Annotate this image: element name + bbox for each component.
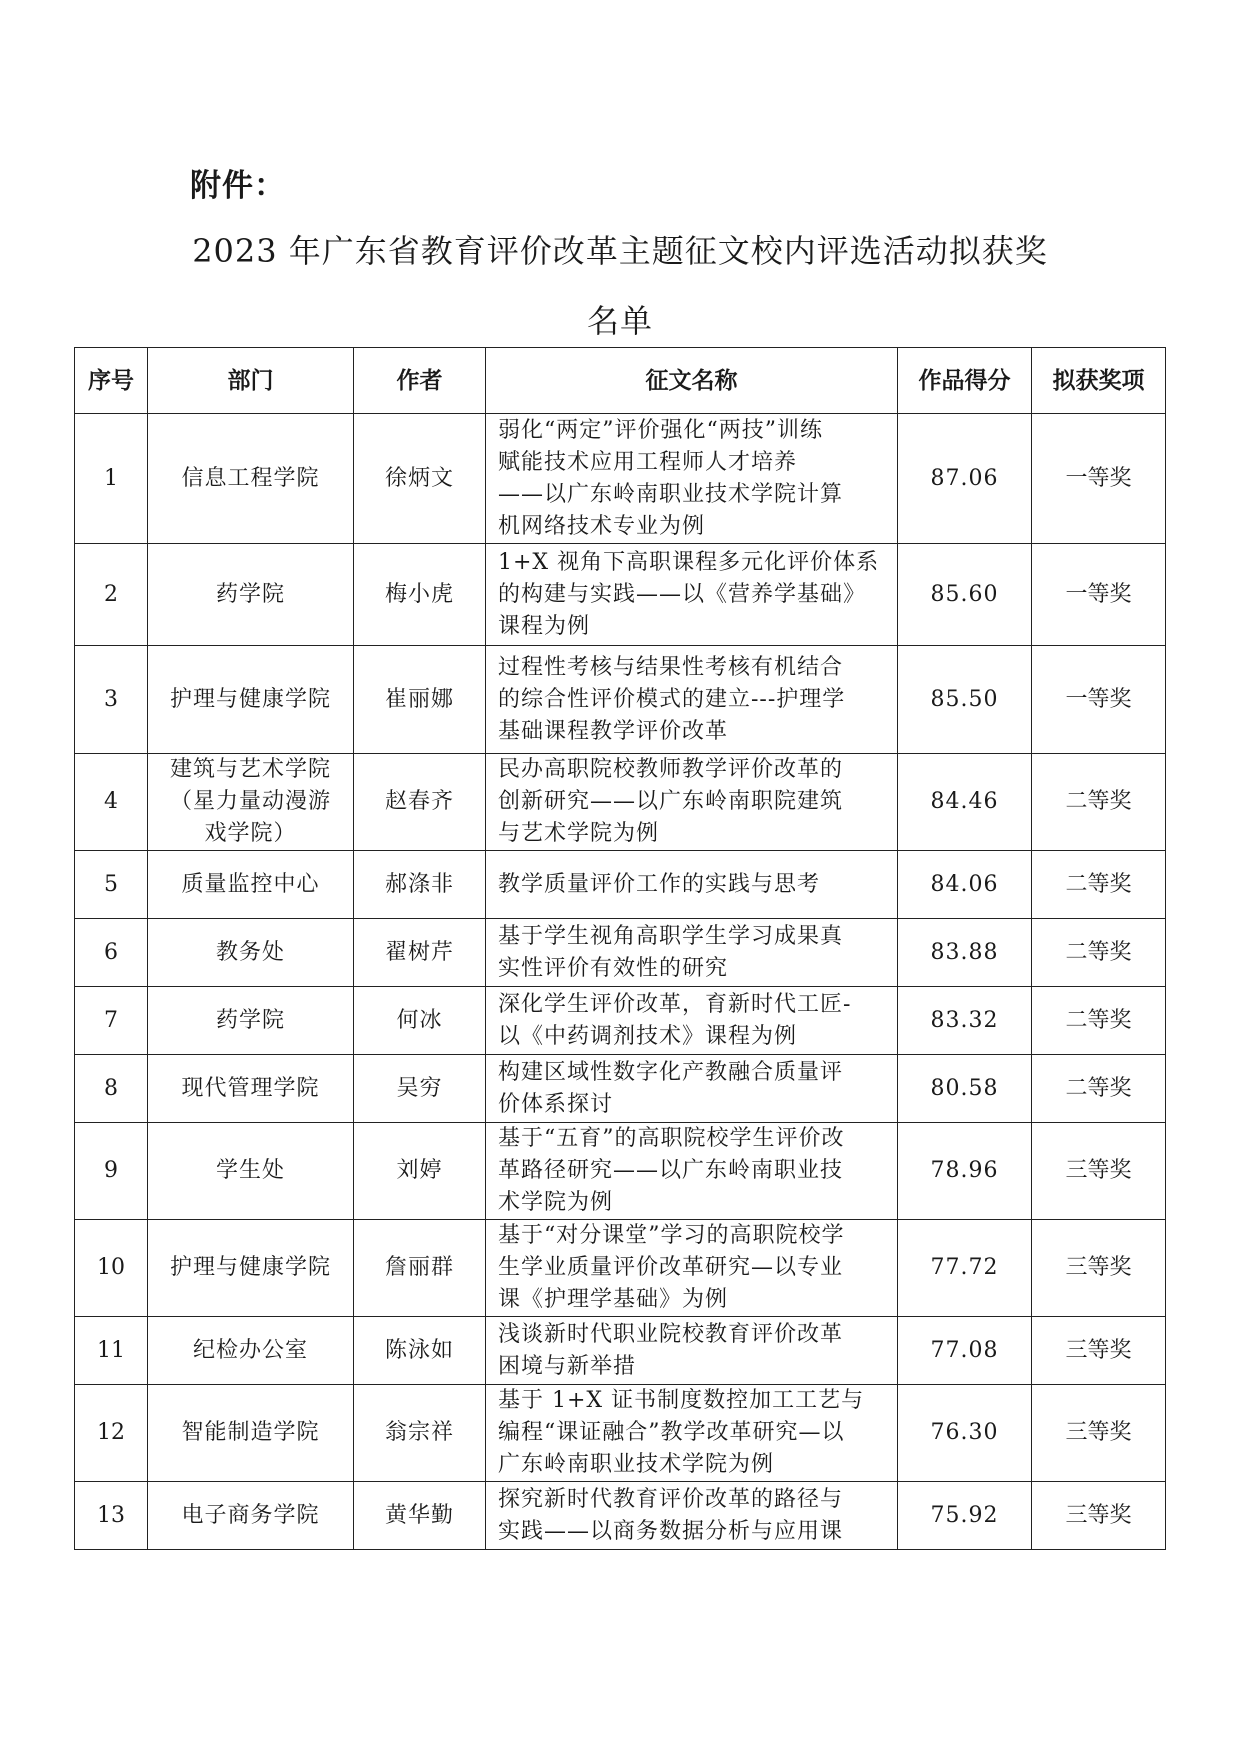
row-essay-title-line: ——以广东岭南职业技术学院计算 bbox=[498, 481, 844, 507]
row-department: 学生处 bbox=[148, 1123, 354, 1220]
row-serial-no: 13 bbox=[75, 1482, 148, 1550]
row-award: 二等奖 bbox=[1032, 851, 1166, 919]
table-row bbox=[75, 1055, 1166, 1123]
row-essay-title-line: 广东岭南职业技术学院为例 bbox=[498, 1452, 775, 1477]
row-author: 黄华勤 bbox=[354, 1482, 486, 1550]
table-row bbox=[75, 646, 1166, 754]
row-essay-title-line: 课《护理学基础》为例 bbox=[498, 1287, 729, 1312]
row-award: 三等奖 bbox=[1032, 1220, 1166, 1317]
row-score: 76.30 bbox=[898, 1385, 1032, 1482]
document-title-line-2: 名单 bbox=[586, 302, 653, 340]
row-score: 87.06 bbox=[898, 414, 1032, 544]
row-award: 二等奖 bbox=[1032, 987, 1166, 1055]
row-award: 三等奖 bbox=[1032, 1317, 1166, 1385]
row-serial-no: 6 bbox=[75, 919, 148, 987]
row-award: 三等奖 bbox=[1032, 1482, 1166, 1550]
row-essay-title-line: 基于“五育”的高职院校学生评价改 bbox=[498, 1126, 845, 1151]
row-serial-no: 11 bbox=[75, 1317, 148, 1385]
row-award: 一等奖 bbox=[1032, 646, 1166, 754]
row-author: 吴穷 bbox=[354, 1055, 486, 1123]
row-award: 二等奖 bbox=[1032, 754, 1166, 851]
table-row bbox=[75, 1317, 1166, 1385]
row-score: 75.92 bbox=[898, 1482, 1032, 1550]
row-score: 85.60 bbox=[898, 544, 1032, 646]
row-department: 护理与健康学院 bbox=[148, 646, 354, 754]
row-essay-title-line: 机网络技术专业为例 bbox=[498, 513, 706, 539]
table-row bbox=[75, 1220, 1166, 1317]
row-essay-title-line: 编程“课证融合”教学改革研究—以 bbox=[498, 1420, 845, 1445]
row-score: 77.72 bbox=[898, 1220, 1032, 1317]
row-essay-title-line: 实践——以商务数据分析与应用课 bbox=[498, 1518, 844, 1544]
row-department: 信息工程学院 bbox=[148, 414, 354, 544]
row-essay-title-line: 以《中药调剂技术》课程为例 bbox=[498, 1023, 798, 1049]
row-author: 詹丽群 bbox=[354, 1220, 486, 1317]
row-author: 崔丽娜 bbox=[354, 646, 486, 754]
row-essay-title-line: 的综合性评价模式的建立---护理学 bbox=[498, 686, 846, 712]
row-author: 梅小虎 bbox=[354, 544, 486, 646]
row-essay-title-line: 基于“对分课堂”学习的高职院校学 bbox=[498, 1223, 845, 1248]
table-row bbox=[75, 851, 1166, 919]
row-essay-title bbox=[486, 851, 898, 919]
table-row bbox=[75, 987, 1166, 1055]
row-essay-title-line: 困境与新举措 bbox=[498, 1353, 637, 1379]
row-department: 药学院 bbox=[148, 544, 354, 646]
table-row bbox=[75, 1123, 1166, 1220]
row-essay-title-line: 基于 1+X 证书制度数控加工工艺与 bbox=[498, 1388, 865, 1413]
row-essay-title bbox=[486, 919, 898, 987]
row-essay-title-line: 价体系探讨 bbox=[498, 1091, 614, 1117]
header-serial-no: 序号 bbox=[75, 348, 148, 414]
row-serial-no: 2 bbox=[75, 544, 148, 646]
row-department-line: 戏学院） bbox=[204, 821, 297, 846]
table-row bbox=[75, 1482, 1166, 1550]
row-essay-title-line: 课程为例 bbox=[498, 613, 591, 639]
row-essay-title-line: 赋能技术应用工程师人才培养 bbox=[498, 449, 798, 475]
row-essay-title bbox=[486, 1317, 898, 1385]
row-essay-title-line: 术学院为例 bbox=[498, 1190, 614, 1215]
table-row bbox=[75, 414, 1166, 544]
row-author: 徐炳文 bbox=[354, 414, 486, 544]
row-essay-title-line: 弱化“两定”评价强化“两技”训练 bbox=[498, 417, 823, 443]
row-essay-title bbox=[486, 987, 898, 1055]
table-row bbox=[75, 1385, 1166, 1482]
row-award: 三等奖 bbox=[1032, 1385, 1166, 1482]
table-row bbox=[75, 544, 1166, 646]
row-essay-title bbox=[486, 1123, 898, 1220]
row-serial-no: 12 bbox=[75, 1385, 148, 1482]
row-score: 84.06 bbox=[898, 851, 1032, 919]
row-essay-title bbox=[486, 646, 898, 754]
row-serial-no: 4 bbox=[75, 754, 148, 851]
row-essay-title bbox=[486, 1055, 898, 1123]
row-award: 一等奖 bbox=[1032, 414, 1166, 544]
row-essay-title-line: 深化学生评价改革，育新时代工匠- bbox=[498, 991, 852, 1017]
row-score: 83.32 bbox=[898, 987, 1032, 1055]
row-essay-title-line: 实性评价有效性的研究 bbox=[498, 955, 729, 981]
header-score: 作品得分 bbox=[898, 348, 1032, 414]
row-essay-title-line: 的构建与实践——以《营养学基础》 bbox=[498, 581, 867, 607]
award-list-table bbox=[74, 347, 1166, 1550]
row-department: 教务处 bbox=[148, 919, 354, 987]
row-serial-no: 3 bbox=[75, 646, 148, 754]
row-essay-title-line: 基于学生视角高职学生学习成果真 bbox=[498, 923, 844, 949]
row-score: 78.96 bbox=[898, 1123, 1032, 1220]
row-department: 药学院 bbox=[148, 987, 354, 1055]
row-department bbox=[148, 754, 354, 851]
row-department: 纪检办公室 bbox=[148, 1317, 354, 1385]
row-score: 83.88 bbox=[898, 919, 1032, 987]
row-score: 80.58 bbox=[898, 1055, 1032, 1123]
row-score: 84.46 bbox=[898, 754, 1032, 851]
row-essay-title-line: 民办高职院校教师教学评价改革的 bbox=[498, 757, 844, 782]
row-award: 一等奖 bbox=[1032, 544, 1166, 646]
row-essay-title-line: 革路径研究——以广东岭南职业技 bbox=[498, 1158, 844, 1183]
row-essay-title-line: 教学质量评价工作的实践与思考 bbox=[498, 871, 821, 897]
row-department: 护理与健康学院 bbox=[148, 1220, 354, 1317]
row-essay-title-line: 与艺术学院为例 bbox=[498, 821, 660, 846]
table-header-row bbox=[75, 348, 1166, 414]
row-essay-title-line: 探究新时代教育评价改革的路径与 bbox=[498, 1486, 844, 1512]
row-essay-title bbox=[486, 414, 898, 544]
table-body bbox=[75, 414, 1166, 1550]
row-department: 现代管理学院 bbox=[148, 1055, 354, 1123]
header-author: 作者 bbox=[354, 348, 486, 414]
row-award: 二等奖 bbox=[1032, 919, 1166, 987]
header-essay-title: 征文名称 bbox=[486, 348, 898, 414]
row-essay-title bbox=[486, 1482, 898, 1550]
row-department-line: 建筑与艺术学院 bbox=[169, 757, 331, 782]
row-award: 三等奖 bbox=[1032, 1123, 1166, 1220]
header-award: 拟获奖项 bbox=[1032, 348, 1166, 414]
row-department: 电子商务学院 bbox=[148, 1482, 354, 1550]
table-row bbox=[75, 754, 1166, 851]
row-score: 77.08 bbox=[898, 1317, 1032, 1385]
row-essay-title-line: 生学业质量评价改革研究—以专业 bbox=[498, 1255, 844, 1280]
row-essay-title bbox=[486, 1385, 898, 1482]
row-essay-title bbox=[486, 1220, 898, 1317]
row-serial-no: 10 bbox=[75, 1220, 148, 1317]
attachment-label: 附件： bbox=[190, 168, 286, 204]
row-essay-title-line: 基础课程教学评价改革 bbox=[498, 718, 729, 744]
row-essay-title-line: 过程性考核与结果性考核有机结合 bbox=[498, 654, 844, 680]
row-department: 质量监控中心 bbox=[148, 851, 354, 919]
row-serial-no: 5 bbox=[75, 851, 148, 919]
row-score: 85.50 bbox=[898, 646, 1032, 754]
row-author: 翟树芹 bbox=[354, 919, 486, 987]
row-serial-no: 1 bbox=[75, 414, 148, 544]
document-title-line-1: 2023 年广东省教育评价改革主题征文校内评选活动拟获奖 bbox=[192, 232, 1048, 270]
row-department: 智能制造学院 bbox=[148, 1385, 354, 1482]
row-author: 郝涤非 bbox=[354, 851, 486, 919]
row-essay-title bbox=[486, 754, 898, 851]
row-essay-title-line: 构建区域性数字化产教融合质量评 bbox=[498, 1059, 844, 1085]
row-essay-title bbox=[486, 544, 898, 646]
row-serial-no: 8 bbox=[75, 1055, 148, 1123]
row-author: 翁宗祥 bbox=[354, 1385, 486, 1482]
row-essay-title-line: 浅谈新时代职业院校教育评价改革 bbox=[498, 1321, 844, 1347]
table-row bbox=[75, 919, 1166, 987]
row-department-line: （星力量动漫游 bbox=[169, 789, 331, 814]
row-author: 刘婷 bbox=[354, 1123, 486, 1220]
row-serial-no: 9 bbox=[75, 1123, 148, 1220]
row-author: 何冰 bbox=[354, 987, 486, 1055]
row-serial-no: 7 bbox=[75, 987, 148, 1055]
header-department: 部门 bbox=[148, 348, 354, 414]
row-essay-title-line: 创新研究——以广东岭南职院建筑 bbox=[498, 789, 844, 814]
row-essay-title-line: 1+X 视角下高职课程多元化评价体系 bbox=[498, 549, 880, 575]
row-award: 二等奖 bbox=[1032, 1055, 1166, 1123]
row-author: 陈泳如 bbox=[354, 1317, 486, 1385]
row-author: 赵春齐 bbox=[354, 754, 486, 851]
